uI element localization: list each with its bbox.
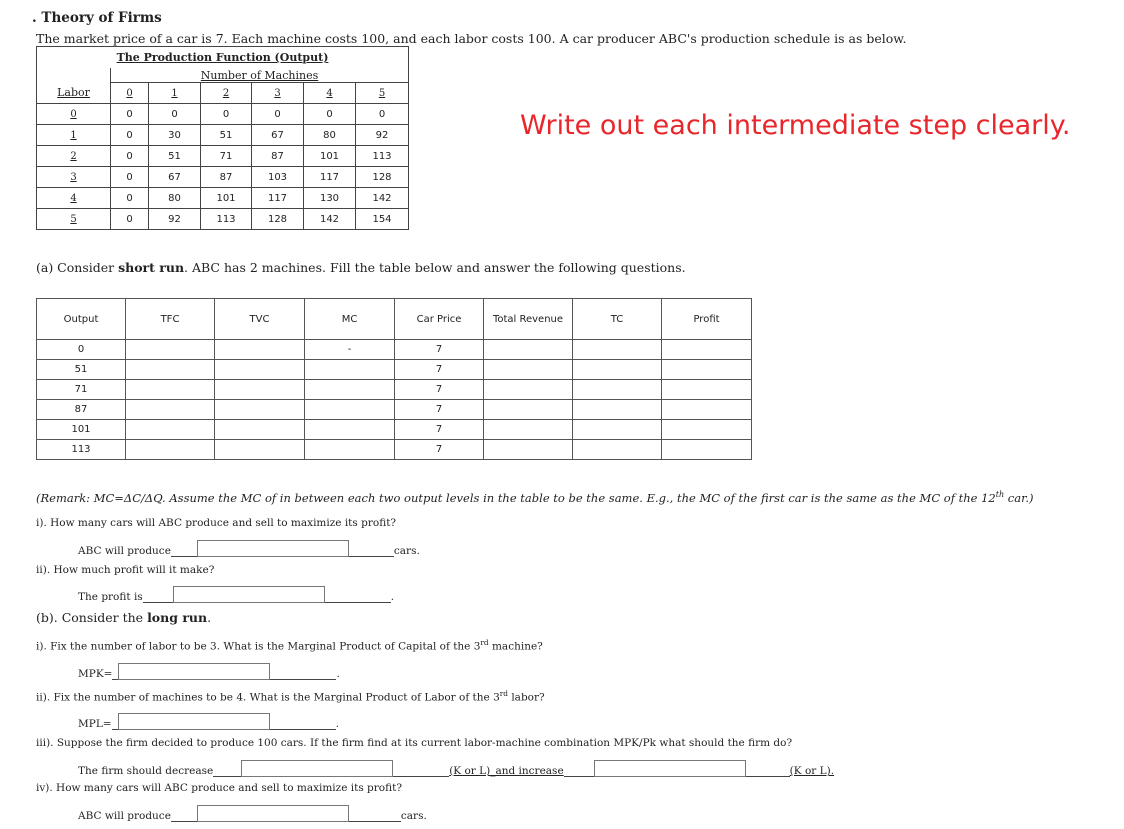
output-cell: 0 [356,104,409,125]
labor-header: Labor [37,83,111,104]
output-cell: 0 [111,104,149,125]
increase-input[interactable] [594,760,746,777]
tc-cell[interactable] [573,440,662,460]
profit-cell[interactable] [662,360,752,380]
tvc-cell[interactable] [215,420,305,440]
output-cell: 103 [252,167,304,188]
column-header: Profit [662,299,752,340]
question-a-ii: ii). How much profit will it make? [36,564,215,576]
output-cell: 117 [304,167,356,188]
answer-input[interactable] [197,805,349,822]
column-header: Total Revenue [484,299,573,340]
output-cell: 113 [356,146,409,167]
mc-cell: - [305,340,395,360]
tfc-cell[interactable] [126,420,215,440]
price-cell: 7 [395,340,484,360]
column-header: MC [305,299,395,340]
output-cell: 0 [111,146,149,167]
tc-cell[interactable] [573,420,662,440]
column-header: Car Price [395,299,484,340]
answer-row-b-i: MPK= . [78,663,340,680]
output-cell: 0 [252,104,304,125]
profit-cell[interactable] [662,440,752,460]
answer-row-a-i: ABC will produce cars. [78,540,420,557]
revenue-cell[interactable] [484,380,573,400]
answer-input[interactable] [173,586,325,603]
instruction-note: Write out each intermediate step clearly. [520,110,1071,141]
tfc-cell[interactable] [126,380,215,400]
output-cell: 51 [37,360,126,380]
table-row [37,125,409,146]
decrease-input[interactable] [241,760,393,777]
labor-cell: 5 [37,209,111,230]
output-cell: 130 [304,188,356,209]
output-cell: 128 [356,167,409,188]
revenue-cell[interactable] [484,420,573,440]
output-cell: 51 [201,125,252,146]
tvc-cell[interactable] [215,440,305,460]
answer-row-b-ii: MPL= . [78,713,339,730]
output-cell: 0 [111,188,149,209]
tc-cell[interactable] [573,360,662,380]
table-row [37,146,409,167]
machine-header: 1 [149,83,201,104]
tfc-cell[interactable] [126,440,215,460]
output-cell: 92 [149,209,201,230]
profit-cell[interactable] [662,380,752,400]
mc-cell[interactable] [305,420,395,440]
table-row [37,360,752,380]
table-row [37,209,409,230]
tvc-cell[interactable] [215,340,305,360]
tc-cell[interactable] [573,380,662,400]
revenue-cell[interactable] [484,440,573,460]
production-function-table [36,46,409,230]
answer-row-a-ii: The profit is . [78,586,394,603]
output-cell: 142 [304,209,356,230]
output-cell: 71 [37,380,126,400]
output-cell: 87 [201,167,252,188]
output-cell: 0 [304,104,356,125]
price-cell: 7 [395,400,484,420]
table-row [37,188,409,209]
table-caption: The Production Function (Output) [37,47,409,69]
output-cell: 80 [304,125,356,146]
answer-row-b-iv: ABC will produce cars. [78,805,427,822]
part-a-prompt: (a) Consider short run. ABC has 2 machines. Fill the table below and answer the following questions. [36,260,686,275]
output-cell: 142 [356,188,409,209]
output-cell: 0 [37,340,126,360]
tfc-cell[interactable] [126,360,215,380]
machine-header: 3 [252,83,304,104]
profit-cell[interactable] [662,400,752,420]
price-cell: 7 [395,360,484,380]
table-row [37,420,752,440]
question-b-iii: iii). Suppose the firm decided to produce 100 cars. If the firm find at its current labor-machine combination MPK/Pk what should the firm do? [36,737,793,749]
machine-header: 4 [304,83,356,104]
remark-text: (Remark: MC=ΔC/ΔQ. Assume the MC of in between each two output levels in the table to be the same. E.g., the MC of the first car is the same as the MC of the 12th car.) [36,490,1034,505]
labor-cell: 1 [37,125,111,146]
output-cell: 101 [304,146,356,167]
table-row [37,380,752,400]
output-cell: 92 [356,125,409,146]
output-cell: 71 [201,146,252,167]
tvc-cell[interactable] [215,400,305,420]
output-cell: 128 [252,209,304,230]
intro-text: The market price of a car is 7. Each machine costs 100, and each labor costs 100. A car producer ABC's production schedule is as below. [36,31,907,46]
mc-cell[interactable] [305,360,395,380]
output-cell: 0 [201,104,252,125]
mc-cell[interactable] [305,440,395,460]
output-cell: 67 [149,167,201,188]
price-cell: 7 [395,420,484,440]
tc-cell[interactable] [573,400,662,420]
output-cell: 51 [149,146,201,167]
output-cell: 0 [111,209,149,230]
answer-input[interactable] [118,663,270,680]
revenue-cell[interactable] [484,360,573,380]
page-title: . Theory of Firms [32,10,162,26]
labor-cell: 3 [37,167,111,188]
answer-row-b-iii: The firm should decrease (K or L)_and increase (K or L). [78,760,834,777]
output-cell: 113 [201,209,252,230]
tvc-cell[interactable] [215,360,305,380]
machine-header: 0 [111,83,149,104]
output-cell: 87 [37,400,126,420]
profit-cell[interactable] [662,340,752,360]
labor-cell: 4 [37,188,111,209]
tvc-cell[interactable] [215,380,305,400]
column-header: TC [573,299,662,340]
output-cell: 0 [111,167,149,188]
output-cell: 117 [252,188,304,209]
output-cell: 101 [37,420,126,440]
question-b-ii: ii). Fix the number of machines to be 4. What is the Marginal Product of Labor of the 3rd labor? [36,689,545,704]
mc-cell[interactable] [305,380,395,400]
output-cell: 101 [201,188,252,209]
tfc-cell[interactable] [126,400,215,420]
output-cell: 154 [356,209,409,230]
column-header: Output [37,299,126,340]
question-b-iv: iv). How many cars will ABC produce and sell to maximize its profit? [36,782,402,794]
machine-header: 2 [201,83,252,104]
output-cell: 113 [37,440,126,460]
column-header: TVC [215,299,305,340]
output-cell: 87 [252,146,304,167]
output-cell: 30 [149,125,201,146]
question-a-i: i). How many cars will ABC produce and sell to maximize its profit? [36,517,397,529]
profit-cell[interactable] [662,420,752,440]
mc-cell[interactable] [305,400,395,420]
output-cell: 67 [252,125,304,146]
answer-input[interactable] [118,713,270,730]
labor-cell: 2 [37,146,111,167]
table-row [37,340,752,360]
labor-cell: 0 [37,104,111,125]
tfc-cell[interactable] [126,340,215,360]
table-row [37,440,752,460]
output-cell: 0 [149,104,201,125]
output-cell: 80 [149,188,201,209]
answer-input[interactable] [197,540,349,557]
column-header: TFC [126,299,215,340]
revenue-cell[interactable] [484,400,573,420]
table-row [37,400,752,420]
question-b-i: i). Fix the number of labor to be 3. What is the Marginal Product of Capital of the 3rd machine? [36,638,543,653]
revenue-cell[interactable] [484,340,573,360]
table-row [37,104,409,125]
table-subcaption: Number of Machines [111,68,409,83]
price-cell: 7 [395,440,484,460]
machine-header: 5 [356,83,409,104]
output-cell: 0 [111,125,149,146]
price-cell: 7 [395,380,484,400]
table-row [37,167,409,188]
part-b-prompt: (b). Consider the long run. [36,610,212,625]
tc-cell[interactable] [573,340,662,360]
short-run-cost-table [36,298,752,460]
